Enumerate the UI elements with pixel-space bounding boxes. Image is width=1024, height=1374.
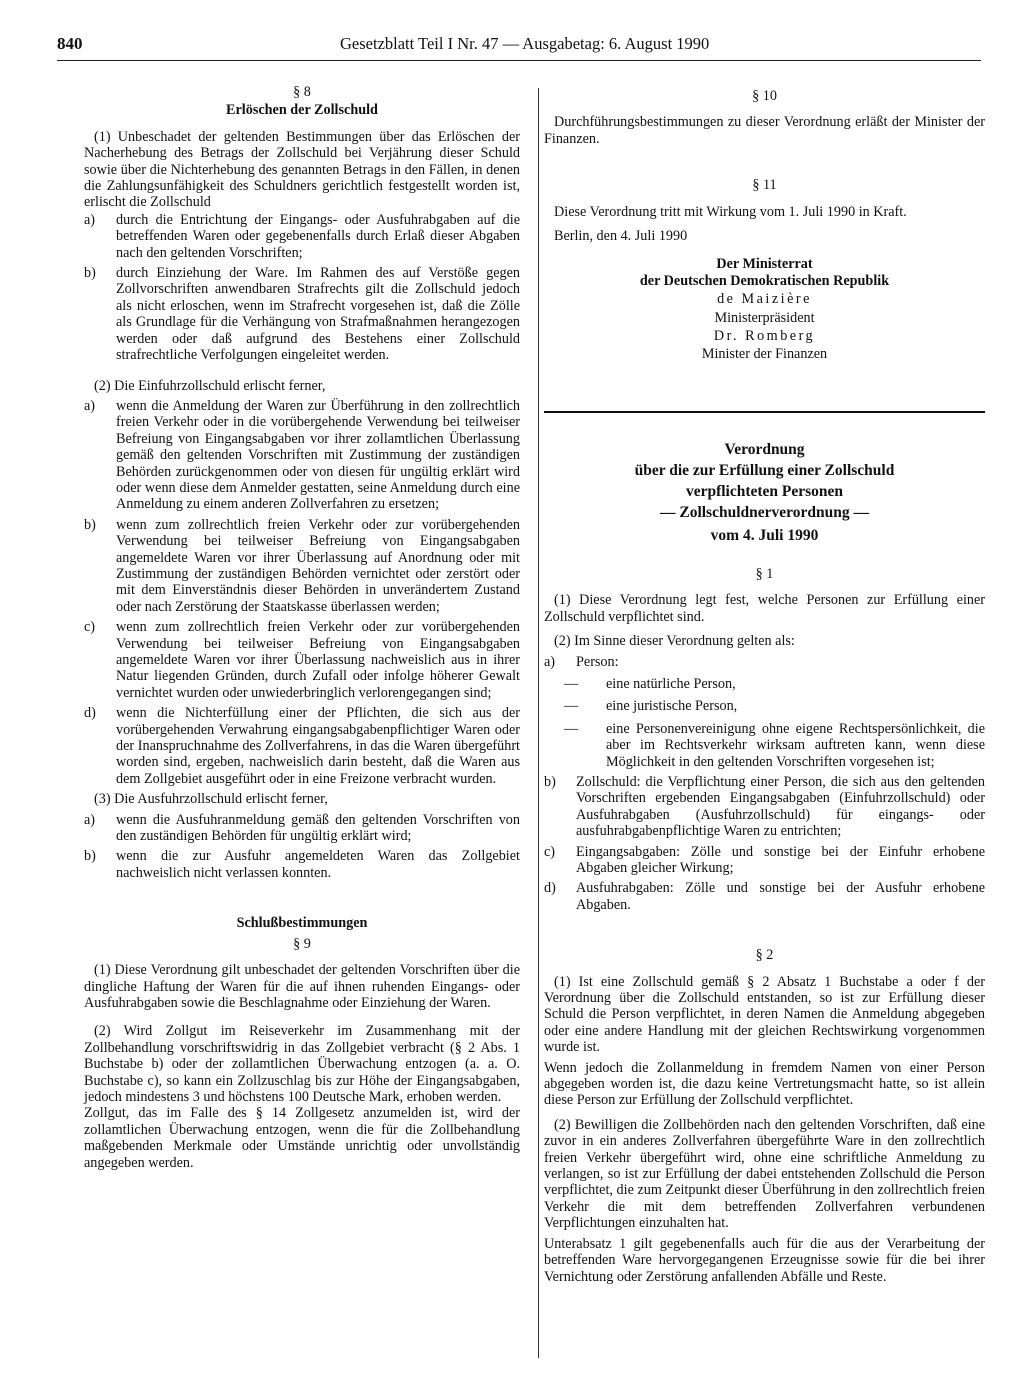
dash-item — [544, 721, 985, 770]
section-8-para-2: (2) Die Einfuhrzollschuld erlischt ferner, — [94, 377, 326, 394]
list-item-text: wenn die zur Ausfuhr angemeldeten Waren das Zollgebiet nachweislich nicht verlassen konnten. — [116, 848, 520, 881]
list-item-label: a) — [544, 653, 556, 670]
signature-role-2: Minister der Finanzen — [701, 346, 828, 363]
list-item-label: b) — [84, 848, 96, 865]
section-9-label: § 9 — [293, 935, 311, 952]
signature-org-1: Der Ministerrat — [716, 256, 813, 273]
section-1-para-1: (1) Diese Verordnung legt fest, welche Personen zur Erfüllung einer Zollschuld verpflichtet sind. — [544, 592, 985, 625]
list-item — [84, 265, 520, 363]
signature-name-1: de Maizière — [717, 291, 812, 308]
ordinance-title-line: über die zur Erfüllung einer Zollschuld — [634, 461, 895, 479]
section-9-para-3: Zollgut, das im Falle des § 14 Zollgesetz anzumelden ist, wird der zollamtlichen Überwachung entzogen, wenn die für die Zollbehandlung maßgebenden Merkmale oder Umstände unrichtig oder unvollständig angegeben werden. — [84, 1105, 520, 1171]
list-item-text: Person: — [576, 653, 619, 670]
list-item-text: wenn zum zollrechtlich freien Verkehr oder zur vorübergehenden Verwendung bei teilweiser Befreiung von Eingangsabgaben angemeldete Waren vor ihrer Überlassung auf Anordnung oder mit Zustimmung der zuständigen Behörden vernichtet oder zerstört oder mit dem Einverständnis dieser Behörden in unverändertem Zustand oder nach Zerstörung der Staatskasse überlassen werden; — [116, 516, 520, 615]
list-item-text: wenn zum zollrechtlich freien Verkehr oder zur vorübergehenden Verwendung bei teilweiser Befreiung von Eingangsabgaben angemeldete Waren vor ihrer Überlassung nachweislich aus in ihrer Natur liegenden Gründen, durch Zufall oder infolge höherer Gewalt vernichtet wurden oder unwiederbringlich verlorengegangen sind; — [116, 619, 520, 701]
list-item-label: c) — [84, 619, 96, 636]
list-item — [84, 619, 520, 701]
dash-label: — — [564, 720, 579, 737]
list-item-text: Ausfuhrabgaben: Zölle und sonstige bei der Ausfuhr erhobene Abgaben. — [576, 880, 985, 913]
list-item-text: durch die Entrichtung der Eingangs- oder Ausfuhrabgaben auf die betreffenden Waren oder gegebenenfalls durch Erlaß dieser Abgaben nach den geltenden Vorschriften; — [116, 211, 520, 261]
list-item — [84, 212, 520, 261]
dash-text: eine juristische Person, — [606, 698, 738, 715]
section-1-para-2: (2) Im Sinne dieser Verordnung gelten als: — [554, 633, 795, 650]
list-item-text: wenn die Nichterfüllung einer der Pflichten, die sich aus der vorübergehenden Verwahrung eingangsabgabenpflichtiger Waren oder der Inanspruchnahme des Zollverfahrens, in das die Waren übergeführt worden sind, ergeben, nachweislich darin besteht, daß die Waren aus dem Zollgebiet ausgeführt oder in eine Freizone verbracht wurden. — [116, 705, 520, 787]
section-2-para-1b: Wenn jedoch die Zollanmeldung in fremdem Namen von einer Person abgegeben worden ist, die dazu keine Vertretungsmacht hatte, so ist allein diese Person zur Erfüllung der Zollschuld verpflichtet. — [544, 1059, 985, 1109]
column-divider — [538, 88, 539, 1358]
list-item-label: d) — [544, 880, 556, 897]
section-2-para-2b: Unterabsatz 1 gilt gegebenenfalls auch für die aus der Verarbeitung der betreffenden Ware hervorgegangenen Erzeugnisse sowie für die bei ihrer Vernichtung oder Zerstörung anfallenden Abfälle und Reste. — [544, 1235, 985, 1285]
section-8-para-3: (3) Die Ausfuhrzollschuld erlischt ferner, — [94, 791, 328, 808]
list-item-text: wenn die Ausfuhranmeldung gemäß den geltenden Vorschriften von den zuständigen Behörden für ungültig erklärt wird; — [116, 811, 520, 845]
ordinance-title-line: — Zollschuldnerverordnung — — [659, 503, 869, 521]
dash-label: — — [564, 675, 579, 692]
section-2-para-1: (1) Ist eine Zollschuld gemäß § 2 Absatz 1 Buchstabe a oder f der Verordnung über die Zollschuld entstanden, so ist zur Erfüllung dieser Schuld die Person verpflichtet, in deren Namen die Anmeldung abgegeben oder eine andere Handlung mit der gleichen Rechtswirkung vorgenommen wurde ist. — [544, 973, 985, 1056]
header-title: Gesetzblatt Teil I Nr. 47 — Ausgabetag: 6. August 1990 — [340, 34, 710, 53]
list-item — [84, 398, 520, 513]
list-item-label: b) — [84, 516, 96, 533]
section-10-text: Durchführungsbestimmungen zu dieser Verordnung erläßt der Minister der Finanzen. — [544, 114, 985, 147]
list-item-text: Zollschuld: die Verpflichtung einer Person, die sich aus den geltenden Vorschriften ergebenden Eingangsabgaben (Einfuhrzollschuld) oder Ausfuhrabgaben (Ausfuhrzollschuld) für eingangs- oder ausfuhrabgabenpflichtige Waren zu entrichten; — [576, 773, 985, 840]
section-1-label: § 1 — [755, 565, 774, 582]
list-item-text: durch Einziehung der Ware. Im Rahmen des auf Verstöße gegen Zollvorschriften anwendbaren Strafrechts gilt die Zollschuld jedoch als nicht erloschen, wenn im Strafrecht vorgesehen ist, daß die Zölle als Grundlage für die Verhängung von Strafmaßnahmen herangezogen werden oder daß aufgrund des Bestehens einer Zollschuld strafrechtliche Verfolgungen eingeleitet werden. — [116, 265, 520, 364]
list-item-label: b) — [84, 265, 96, 282]
ordinance-title-line: verpflichteten Personen — [685, 482, 844, 500]
ordinance-date: vom 4. Juli 1990 — [710, 526, 819, 544]
list-item-text: Eingangsabgaben: Zölle und sonstige bei der Einfuhr erhobene Abgaben gleicher Wirkung; — [576, 843, 985, 876]
section-9-para-1: (1) Diese Verordnung gilt unbeschadet der geltenden Vorschriften über die dingliche Haftung der Waren für die auf ihnen ruhenden Eingangs- oder Ausfuhrabgaben sowie die Beschlagnahme oder Einziehung der Waren. — [84, 962, 520, 1011]
left-column — [84, 84, 520, 1171]
section-8-title: Erlöschen der Zollschuld — [226, 102, 378, 119]
signature-org-2: der Deutschen Demokratischen Republik — [639, 272, 890, 289]
ordinance-title — [544, 439, 985, 546]
section-11-label: § 11 — [752, 177, 777, 194]
list-item — [84, 848, 520, 881]
section-10-label: § 10 — [752, 88, 777, 104]
list-item-label: c) — [544, 843, 556, 860]
list-item — [544, 654, 985, 670]
ordinance-title-line: Verordnung — [724, 440, 805, 458]
list-item-text: wenn die Anmeldung der Waren zur Überführung in den zollrechtlich freien Verkehr oder in die vorübergehende Verwendung bei teilweiser Befreiung von Eingangsabgaben vor ihrer zollamtlichen Überlassung gemäß den geltenden Vorschriften mit Zustimmung der zuständigen Behörden zurückgenommen oder von diesen für ungültig erklärt wird oder wenn diese dem Anmelder gestatten, seine Anmeldung durch eine Anmeldung zu einem anderen Zollverfahren zu ersetzen; — [116, 397, 520, 513]
list-item — [84, 812, 520, 845]
section-2-para-2: (2) Bewilligen die Zollbehörden nach den geltenden Vorschriften, daß eine zuvor in ein anderes Zollverfahren übergeführte Ware in den zollrechtlich freien Verkehr übergeführt wird, ohne eine schriftliche Anmeldung zu verlangen, so ist zur Erfüllung der dabei entstehenden Zollschuld die Person verpflichtet, die zum Zeitpunkt dieser Überführung in den zollrechtlich freien Verkehr die mit dem betreffenden Zollverfahren verbundenen Verpflichtungen einzuhalten hat. — [544, 1116, 985, 1232]
right-column — [544, 88, 985, 1285]
signature-block — [544, 256, 985, 362]
section-11-text: Diese Verordnung tritt mit Wirkung vom 1. Juli 1990 in Kraft. — [554, 203, 907, 220]
section-8-label: § 8 — [293, 84, 311, 100]
page-number: 840 — [57, 34, 83, 53]
schluss-heading: Schlußbestimmungen — [236, 915, 368, 932]
signature-name-2: Dr. Romberg — [713, 328, 816, 345]
list-item-label: a) — [84, 211, 96, 228]
list-item — [84, 517, 520, 615]
list-item — [544, 844, 985, 877]
list-item — [544, 880, 985, 913]
section-9-para-2: (2) Wird Zollgut im Reiseverkehr im Zusammenhang mit der Zollbehandlung vorschriftswidrig in das Zollgebiet verbracht (§ 2 Abs. 1 Buchstabe b) oder der zollamtlichen Überwachung entzogen (a. a. O. Buchstabe c), so kann ein Zollzuschlag bis zur Höhe der Eingangsabgaben, jedoch mindestens 3 und höchstens 100 Deutsche Mark, erhoben werden. — [84, 1023, 520, 1105]
dash-text: eine natürliche Person, — [606, 675, 736, 692]
section-2-label: § 2 — [755, 947, 774, 964]
list-item — [84, 705, 520, 787]
dash-item — [544, 698, 985, 714]
header-rule — [57, 60, 981, 61]
dash-text: eine Personenvereinigung ohne eigene Rechtspersönlichkeit, die aber im Rechtsverkehr wirksam auftreten kann, wenn diese Möglichkeit in den geltenden Vorschriften vorgesehen ist; — [606, 720, 985, 770]
list-item-label: a) — [84, 811, 96, 828]
place-date: Berlin, den 4. Juli 1990 — [554, 228, 688, 245]
page-header — [57, 34, 981, 58]
signature-role-1: Ministerpräsident — [714, 309, 815, 326]
list-item — [544, 774, 985, 840]
list-item-label: a) — [84, 397, 96, 414]
section-8-para-1: (1) Unbeschadet der geltenden Bestimmungen über das Erlöschen der Nacherhebung des Betrags der Zollschuld bei Verjährung dieser Schuld sowie über die Nichterhebung des genannten Betrags in den Fällen, in denen die Zahlungsunfähigkeit des Schuldners gerichtlich festgestellt worden ist, erlischt die Zollschuld — [84, 128, 520, 211]
list-item-label: d) — [84, 705, 96, 722]
dash-item — [544, 676, 985, 692]
dash-label: — — [564, 698, 579, 715]
list-item-label: b) — [544, 773, 556, 790]
